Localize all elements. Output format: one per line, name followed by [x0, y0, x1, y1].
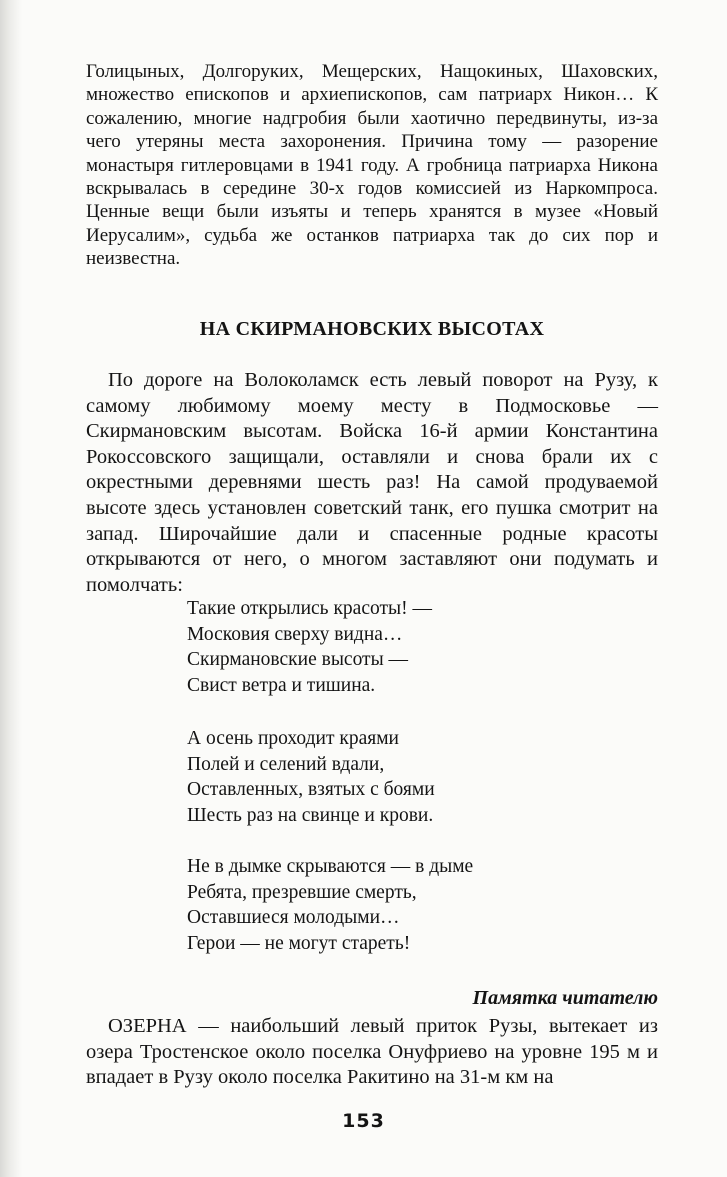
poem-line: Такие открылись красоты! —	[187, 598, 432, 619]
poem-line: Свист ветра и тишина.	[187, 674, 376, 696]
poem-stanza-2	[187, 726, 607, 828]
poem-line: Московия сверху видна…	[187, 623, 403, 645]
poem-line: Герои — не могут стареть!	[187, 932, 411, 954]
poem-line: Оставленных, взятых с боями	[187, 779, 435, 801]
section-paragraph-text: По дороге на Волоколамск есть левый поворот на Рузу, к самому любимому моему месту в Подмосковье — Скирмановским высотам. Войска 16-й армии Константина Рокоссовского защищали, оставляли и снова брали их с окрестными деревнями шесть раз! На самой продуваемой высоте здесь установлен советский танк, его пушка смотрит на запад. Широчайшие дали и спасенные родные красоты открываются от него, о многом заставляют они подумать и помолчать:	[86, 369, 658, 596]
page-number: 153	[342, 1110, 385, 1132]
poem-line: Не в дымке скрываются — в дыме	[187, 856, 474, 877]
poem-stanza-1	[187, 596, 607, 698]
poem-stanza-3	[187, 854, 607, 956]
poem-line: Ребята, презревшие смерть,	[187, 881, 417, 903]
poem-line: Скирмановские высоты —	[187, 649, 409, 671]
reader-note-title: Памятка читателю	[472, 987, 658, 1009]
section-heading: НА СКИРМАНОВСКИХ ВЫСОТАХ	[199, 318, 545, 340]
section-paragraph	[86, 368, 658, 598]
intro-paragraph: Голицыных, Долгоруких, Мещерских, Нащокиных, Шаховских, множество епископов и архиепископов, сам патриарх Никон… К сожалению, многие надгробия были хаотично передвинуты, из-за чего утеряны места захоронения. Причина тому — разорение монастыря гитлеровцами в 1941 году. А гробница патриарха Никона вскрывалась в середине 30-х годов комиссией из Наркомпроса. Ценные вещи были изъяты и теперь хранятся в музее «Новый Иерусалим», судьба же останков патриарха так до сих пор и неизвестна.	[86, 61, 658, 270]
reader-note-text: ОЗЕРНА — наибольший левый приток Рузы, вытекает из озера Тростенское около поселка Онуфриево на уровне 195 м и впадает в Рузу около поселка Ракитино на 31-м км на	[86, 1015, 658, 1089]
reader-note-paragraph	[86, 1014, 658, 1091]
poem-line: Оставшиеся молодыми…	[187, 907, 400, 929]
poem-line: А осень проходит краями	[187, 728, 399, 749]
poem-line: Полей и селений вдали,	[187, 753, 385, 775]
poem-line: Шесть раз на свинце и крови.	[187, 804, 434, 826]
